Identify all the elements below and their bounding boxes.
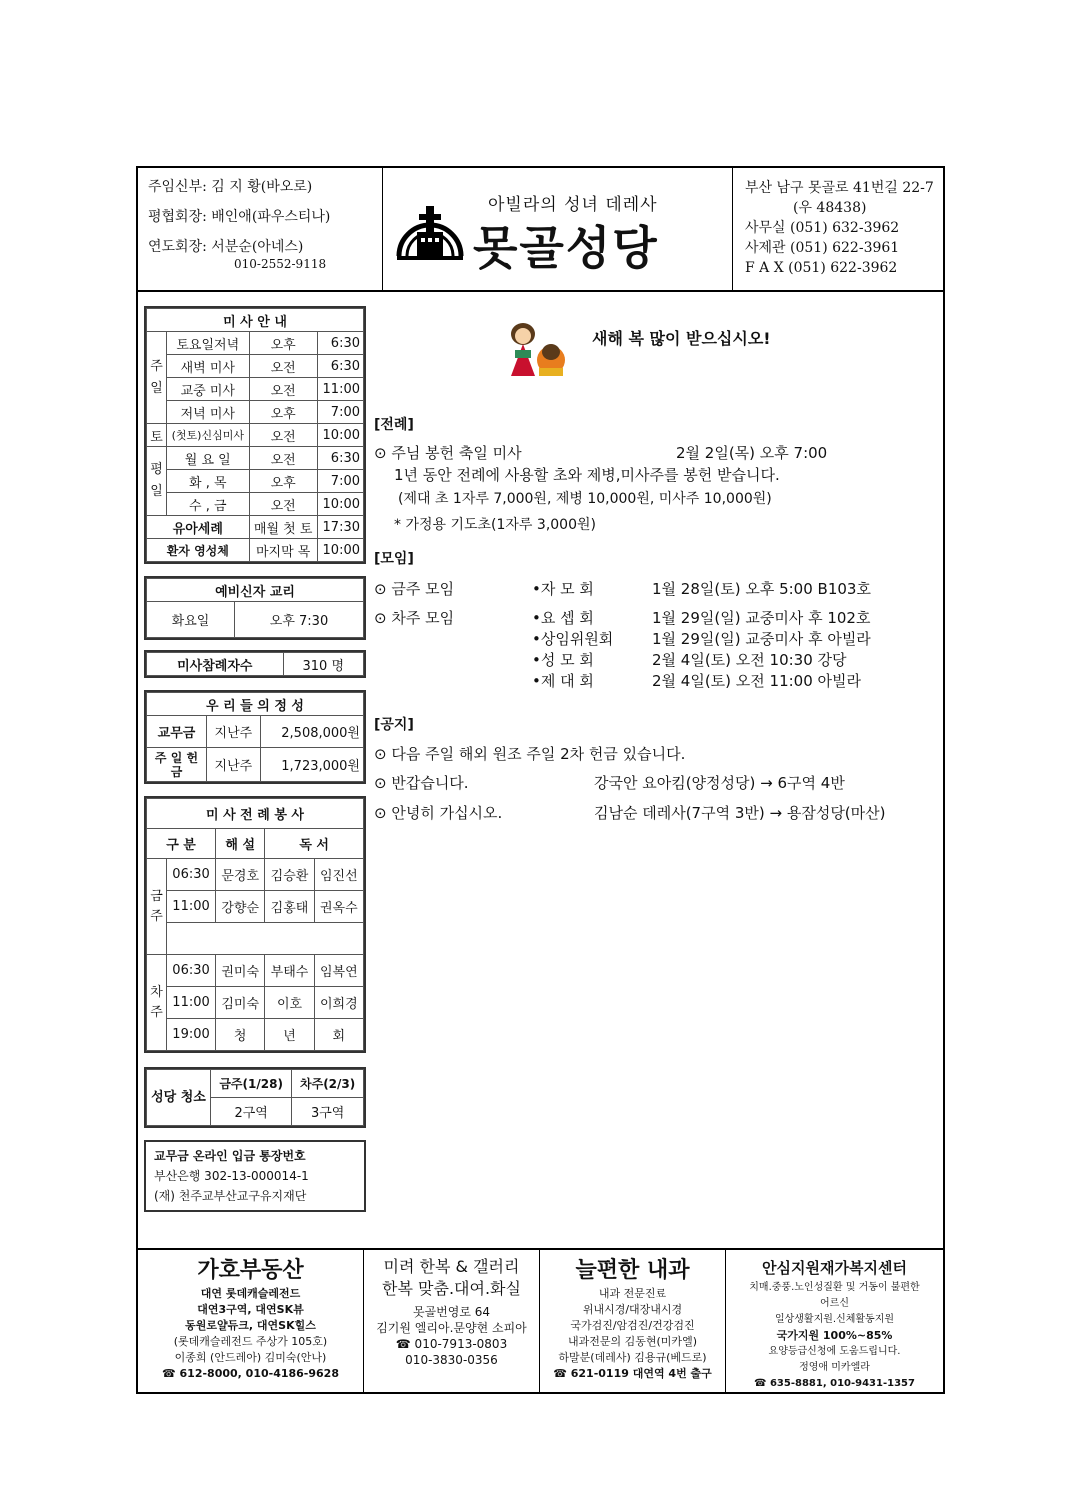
offering-label: 교무금 <box>147 716 207 748</box>
offering-box <box>144 690 366 784</box>
mass-time: 10:00 <box>317 493 363 516</box>
ad-line: 한복 맞춤.대여.화실 <box>382 1279 521 1298</box>
ad-title: 늘편한 내과 <box>575 1258 690 1283</box>
server-time: 19:00 <box>167 1019 216 1051</box>
baptism-row <box>147 516 364 539</box>
offering-amount: 1,723,000원 <box>260 748 363 782</box>
mass-ampm: 오전 <box>249 493 317 516</box>
mass-ampm: 오전 <box>249 447 317 470</box>
server-time: 06:30 <box>167 955 216 987</box>
ad-line: 요양등급신청에 도움드립니다. <box>768 1346 901 1357</box>
liturgy-item-text: 주님 봉헌 축일 미사 <box>391 444 522 462</box>
liturgy-home-candle: * 가정용 기도초(1자루 3,000원) <box>394 517 596 533</box>
mass-ampm: 오전 <box>249 378 317 401</box>
liturgy-prices: (제대 초 1자루 7,000원, 제병 10,000원, 미사주 10,000원) <box>398 491 772 507</box>
mass-row <box>147 470 364 493</box>
server-reader: 권옥수 <box>314 891 363 923</box>
liturgy-item <box>374 442 522 463</box>
meeting-name: •자 모 회 <box>532 580 594 598</box>
ad-line: 이종희 (안드레아) 김미숙(안나) <box>174 1351 327 1364</box>
server-commentator: 문경호 <box>216 859 265 891</box>
ad-line: 정영애 미카엘라 <box>799 1362 870 1373</box>
server-reader: 부태수 <box>265 955 314 987</box>
meeting-name: •상임위원회 <box>532 630 614 648</box>
mass-time: 10:00 <box>317 424 363 447</box>
baptism-time: 17:30 <box>317 516 363 539</box>
bullet-icon: ⊙ <box>374 804 392 822</box>
ad-line: 내과 전문진료 <box>598 1287 667 1300</box>
meeting-detail: 2월 4일(토) 오전 10:30 강당 <box>652 651 847 669</box>
bullet-icon: ⊙ <box>374 774 392 792</box>
sick-communion-time: 10:00 <box>317 539 363 562</box>
catechism-time: 오후 7:30 <box>235 602 364 638</box>
ad-title: 안심지원재가복지센터 <box>762 1259 907 1277</box>
ad-line: 김기원 엘리아.문양현 소피아 <box>376 1321 527 1335</box>
bullet-icon: ⊙ <box>374 609 392 627</box>
mass-row <box>147 378 364 401</box>
mass-name: 수 , 금 <box>167 493 250 516</box>
ad-line: ☎ 621-0119 대연역 4번 출구 <box>553 1367 712 1380</box>
notice-text: 반갑습니다. <box>391 774 469 792</box>
next-week-meetings-text: 차주 모임 <box>391 609 455 627</box>
parish-title: 못골성당 <box>473 221 659 275</box>
mass-ampm: 오전 <box>249 355 317 378</box>
ad-line: 치매.중풍.노인성질환 및 거동이 불편한 <box>749 1282 920 1293</box>
servers-header: 해 설 <box>216 829 265 859</box>
address: 부산 남구 못골로 41번길 22-7 <box>745 180 934 196</box>
pastor: 주임신부: 김 지 황(바오로) <box>148 179 313 195</box>
youth-group-text: 청 <box>216 1019 265 1051</box>
servers-row <box>147 1019 364 1051</box>
server-time: 06:30 <box>167 859 216 891</box>
mass-time: 6:30 <box>317 332 363 355</box>
mass-row <box>147 424 364 447</box>
meeting-name: •성 모 회 <box>532 651 594 669</box>
ad-line: 동원로얄듀크, 대연SK힐스 <box>185 1319 316 1332</box>
server-commentator: 권미숙 <box>216 955 265 987</box>
district-president: 연도회장: 서분순(아네스) <box>148 239 304 255</box>
sidebar <box>144 306 366 1212</box>
bulletin-frame <box>136 166 945 1394</box>
cleaning-header: 차주(2/3) <box>292 1070 364 1098</box>
notice-item <box>374 743 685 764</box>
mass-name: 화 , 목 <box>167 470 250 493</box>
mass-name: (첫토)신심미사 <box>167 424 250 447</box>
bowing-children-icon <box>505 316 571 378</box>
mass-ampm: 오후 <box>249 332 317 355</box>
notice-item <box>374 802 502 823</box>
next-week-meetings-label <box>374 607 454 628</box>
catechism-title: 예비신자 교리 <box>147 579 364 602</box>
this-week-label: 금주 <box>147 859 167 955</box>
notice-title: [공지] <box>374 717 414 733</box>
ad-clinic <box>540 1250 726 1394</box>
servers-row <box>147 987 364 1019</box>
this-week-meetings-text: 금주 모임 <box>391 580 455 598</box>
offering-amount: 2,508,000원 <box>260 716 363 748</box>
server-time: 11:00 <box>167 891 216 923</box>
mass-time: 6:30 <box>317 355 363 378</box>
district-phone: 010-2552-9118 <box>234 257 327 271</box>
bullet-icon: ⊙ <box>374 745 392 763</box>
meeting-detail: 1월 29일(일) 교중미사 후 아빌라 <box>652 630 871 648</box>
account-holder: (재) 천주교부산교구유지재단 <box>154 1189 307 1203</box>
youth-group-text: 회 <box>314 1019 363 1051</box>
server-reader: 김승환 <box>265 859 314 891</box>
header <box>138 168 943 292</box>
servers-title: 미 사 전 례 봉 사 <box>147 799 364 829</box>
liturgy-date: 2월 2일(목) 오후 7:00 <box>676 444 828 462</box>
notice-text: 안녕히 가십시오. <box>391 804 503 822</box>
bullet-icon: ⊙ <box>374 444 392 462</box>
weekday-label: 평일 <box>147 447 167 516</box>
account-number: 부산은행 302-13-000014-1 <box>154 1169 309 1183</box>
server-commentator: 강향순 <box>216 891 265 923</box>
liturgy-desc: 1년 동안 전례에 사용할 초와 제병,미사주를 봉헌 받습니다. <box>394 466 780 484</box>
mass-ampm: 오후 <box>249 470 317 493</box>
mass-row <box>147 401 364 424</box>
ad-line: 위내시경/대장내시경 <box>582 1303 683 1316</box>
server-reader: 김홍태 <box>265 891 314 923</box>
mass-row <box>147 493 364 516</box>
ad-line: 대연3구역, 대연SK뷰 <box>197 1303 304 1316</box>
mass-name: 새벽 미사 <box>167 355 250 378</box>
servers-empty-row <box>167 923 364 955</box>
mass-ampm: 오전 <box>249 424 317 447</box>
ad-title: 가호부동산 <box>197 1258 304 1283</box>
meeting-name: •요 셉 회 <box>532 609 594 627</box>
offering-period: 지난주 <box>207 748 261 782</box>
cleaning-label: 성당 청소 <box>147 1070 211 1126</box>
offering-period: 지난주 <box>207 716 261 748</box>
mass-name: 토요일저녁 <box>167 332 250 355</box>
new-year-banner: 새해 복 많이 받으십시오! <box>592 329 771 348</box>
saturday-label: 토 <box>147 424 167 447</box>
notice-item <box>374 772 469 793</box>
servers-box <box>144 796 366 1053</box>
ad-line: (롯데캐슬레전드 주상가 105호) <box>173 1335 328 1348</box>
servers-header: 구 분 <box>147 829 216 859</box>
ad-line: ☎ 010-7913-0803 <box>395 1337 508 1351</box>
church-logo-icon <box>395 202 465 260</box>
notice-detail: 강국안 요아킴(양정성당) → 6구역 4반 <box>594 774 845 792</box>
fax: F A X (051) 622-3962 <box>745 260 898 276</box>
cleaning-header: 금주(1/28) <box>211 1070 292 1098</box>
server-reader: 임복연 <box>314 955 363 987</box>
mass-row <box>147 355 364 378</box>
baptism-when: 매월 첫 토 <box>249 516 317 539</box>
server-reader: 이희경 <box>314 987 363 1019</box>
ad-line: 어르신 <box>820 1298 849 1309</box>
mass-time: 7:00 <box>317 470 363 493</box>
ad-line: ☎ 612-8000, 010-4186-9628 <box>161 1367 339 1380</box>
baptism-label: 유아세례 <box>147 516 250 539</box>
parish-title-block <box>383 168 733 290</box>
rectory-phone: 사제관 (051) 622-3961 <box>745 240 900 256</box>
youth-group-text: 년 <box>265 1019 314 1051</box>
bullet-icon: ⊙ <box>374 580 392 598</box>
ad-line: 못골번영로 64 <box>412 1305 491 1319</box>
ad-line: ☎ 635-8881, 010-9431-1357 <box>754 1378 915 1389</box>
ad-line: 내과전문의 김동현(미카엘) <box>568 1335 697 1348</box>
meeting-name: •제 대 회 <box>532 672 594 690</box>
notice-text: 다음 주일 해외 원조 주일 2차 헌금 있습니다. <box>391 745 686 763</box>
attendance-label: 미사참례자수 <box>147 653 284 676</box>
cleaning-box <box>144 1067 366 1128</box>
ad-line: 일상생활지원.신체활동지원 <box>774 1314 895 1325</box>
notice-detail: 김남순 데레사(7구역 3반) → 용잠성당(마산) <box>594 804 886 822</box>
meeting-detail: 2월 4일(토) 오전 11:00 아빌라 <box>652 672 862 690</box>
footer-ads <box>138 1248 943 1394</box>
ad-welfare-center <box>726 1250 943 1394</box>
server-time: 11:00 <box>167 987 216 1019</box>
ad-real-estate <box>138 1250 364 1394</box>
offering-title: 우 리 들 의 정 성 <box>147 693 364 716</box>
ad-line: 대연 롯데캐슬레전드 <box>200 1287 301 1300</box>
account-title: 교무금 온라인 입금 통장번호 <box>154 1149 306 1163</box>
liturgy-title: [전례] <box>374 417 414 433</box>
mass-row <box>147 447 364 470</box>
sick-communion-label: 환자 영성체 <box>147 539 250 562</box>
ad-title: 미려 한복 & 갤러리 <box>383 1257 520 1276</box>
ad-line: 국가지원 100%~85% <box>776 1329 893 1342</box>
mass-schedule <box>144 306 366 564</box>
attendance-box <box>144 650 366 678</box>
server-reader: 이호 <box>265 987 314 1019</box>
ad-hanbok-gallery <box>364 1250 540 1394</box>
mass-time: 11:00 <box>317 378 363 401</box>
next-week-label: 차주 <box>147 955 167 1051</box>
this-week-meetings-label <box>374 578 454 599</box>
mass-name: 월 요 일 <box>167 447 250 470</box>
mass-schedule-title: 미 사 안 내 <box>147 309 364 332</box>
attendance-value: 310 명 <box>283 653 363 676</box>
mass-ampm: 오후 <box>249 401 317 424</box>
parish-subtitle: 아빌라의 성녀 데레사 <box>488 195 658 215</box>
office-phone: 사무실 (051) 632-3962 <box>745 220 900 236</box>
sunday-label: 주일 <box>147 332 167 424</box>
zip-code: (우 48438) <box>793 200 867 216</box>
contact-info <box>733 168 945 290</box>
mass-name: 저녁 미사 <box>167 401 250 424</box>
catechism-day: 화요일 <box>147 602 235 638</box>
mass-time: 6:30 <box>317 447 363 470</box>
server-reader: 임진선 <box>314 859 363 891</box>
mass-row <box>147 332 364 355</box>
servers-row <box>147 891 364 923</box>
offering-label: 주 일 헌 금 <box>147 748 207 782</box>
sick-communion-row <box>147 539 364 562</box>
staff-info <box>138 168 383 290</box>
account-box <box>144 1140 366 1212</box>
catechism-box <box>144 576 366 640</box>
ad-line: 국가검진/암검진/건강검진 <box>570 1319 695 1332</box>
cleaning-area: 3구역 <box>292 1098 364 1126</box>
mass-time: 7:00 <box>317 401 363 424</box>
ad-line: 하말분(데레사) 김용규(베드로) <box>558 1351 707 1364</box>
servers-header: 독 서 <box>265 829 364 859</box>
ad-line: 010-3830-0356 <box>405 1353 498 1367</box>
council-president: 평협회장: 배인애(파우스티나) <box>148 209 331 225</box>
server-commentator: 김미숙 <box>216 987 265 1019</box>
meeting-detail: 1월 28일(토) 오후 5:00 B103호 <box>652 580 871 598</box>
meetings-title: [모임] <box>374 551 414 567</box>
servers-row <box>147 859 364 891</box>
sick-communion-when: 마지막 목 <box>249 539 317 562</box>
servers-row <box>147 955 364 987</box>
cleaning-area: 2구역 <box>211 1098 292 1126</box>
mass-name: 교중 미사 <box>167 378 250 401</box>
meeting-detail: 1월 29일(일) 교중미사 후 102호 <box>652 609 871 627</box>
